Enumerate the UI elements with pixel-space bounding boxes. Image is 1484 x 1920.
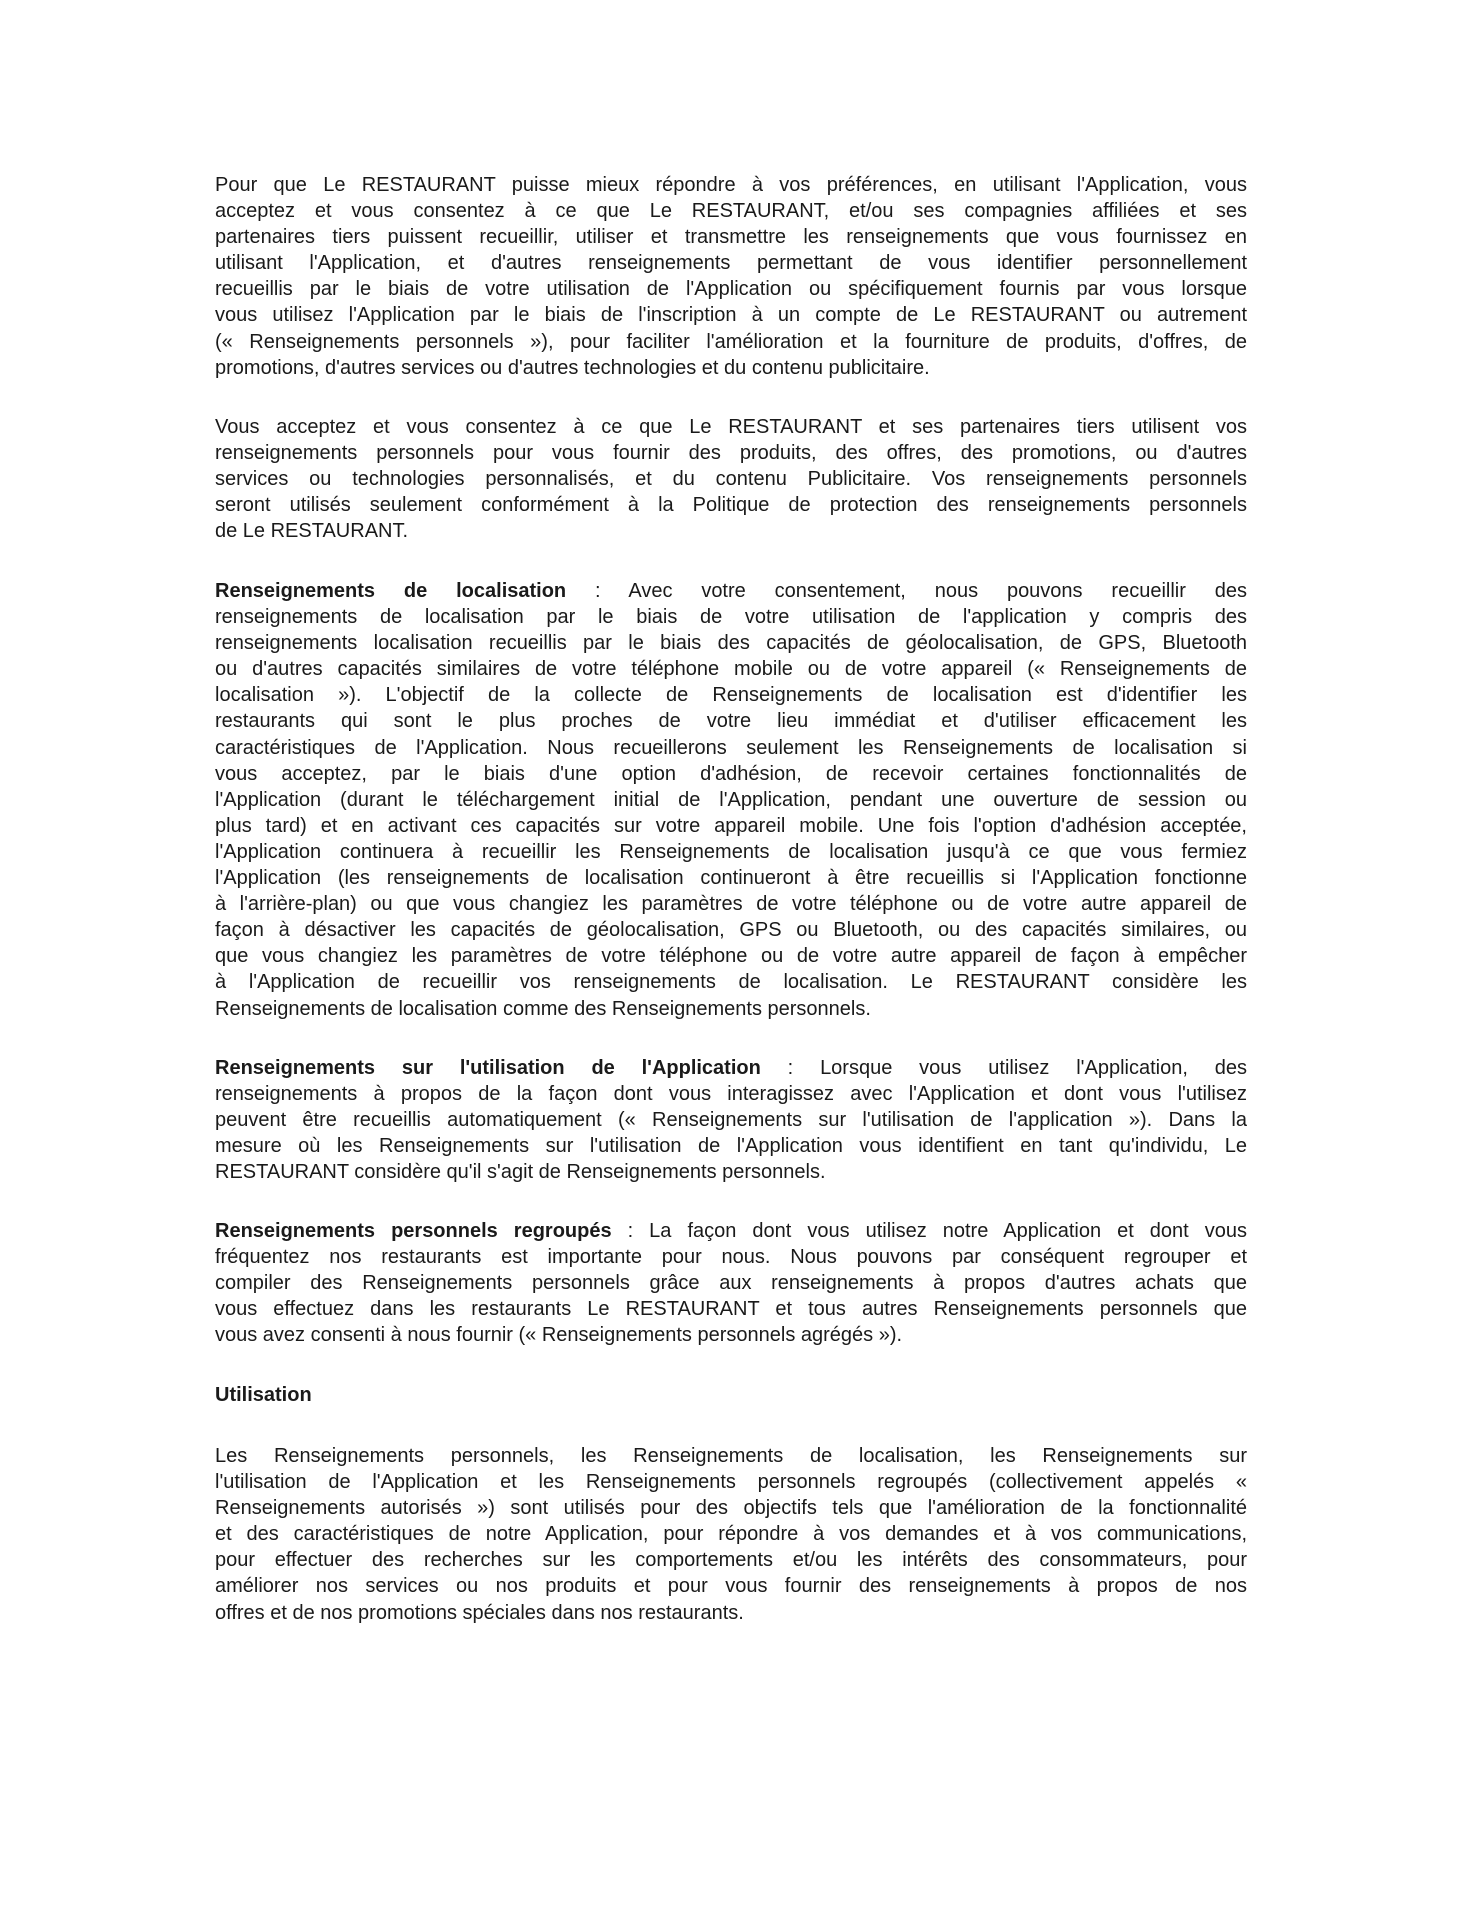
paragraph-lead-term: Renseignements personnels regroupés <box>215 1220 612 1242</box>
paragraph-utilisation <box>215 1443 1247 1626</box>
text-line: RESTAURANT considère qu'il s'agit de Renseignements personnels. <box>215 1161 826 1184</box>
paragraph-lead-term: Renseignements sur l'utilisation de l'Application <box>215 1057 761 1079</box>
text-line: recueillis par le biais de votre utilisation de l'Application ou spécifiquement fournis par vous lorsque <box>215 278 1247 301</box>
text-line: partenaires tiers puissent recueillir, utiliser et transmettre les renseignements que vous fournissez en <box>215 226 1247 249</box>
paragraph-first-line <box>215 1218 1247 1244</box>
text-line: de Le RESTAURANT. <box>215 520 409 543</box>
text-line: renseignements à propos de la façon dont vous interagissez avec l'Application et dont vous l'utilisez <box>215 1083 1247 1106</box>
text-line: Renseignements autorisés ») sont utilisés pour des objectifs tels que l'amélioration de la fonctionnalité <box>215 1497 1247 1520</box>
text-line: renseignements personnels pour vous fournir des produits, des offres, des promotions, ou d'autres <box>215 442 1247 465</box>
text-line: renseignements localisation recueillis par le biais des capacités de géolocalisation, de GPS, Bluetooth <box>215 632 1247 655</box>
paragraph-first-line <box>215 578 1247 604</box>
text-line: l'utilisation de l'Application et les Renseignements personnels regroupés (collectivement appelés « <box>215 1471 1247 1494</box>
text-line: promotions, d'autres services ou d'autres technologies et du contenu publicitaire. <box>215 356 930 379</box>
paragraph-app-usage-info <box>215 1055 1247 1185</box>
text-line: peuvent être recueillis automatiquement (« Renseignements sur l'utilisation de l'application »). Dans la <box>215 1109 1247 1132</box>
text-line: restaurants qui sont le plus proches de votre lieu immédiat et d'utiliser efficacement les <box>215 710 1247 733</box>
text-line: Renseignements de localisation comme des Renseignements personnels. <box>215 997 871 1020</box>
text-line: offres et de nos promotions spéciales dans nos restaurants. <box>215 1601 744 1624</box>
paragraph-personal-info-use <box>215 414 1247 544</box>
text-line: Les Renseignements personnels, les Renseignements de localisation, les Renseignements sur <box>215 1445 1247 1467</box>
text-line: l'Application (durant le téléchargement initial de l'Application, pendant une ouverture de session ou <box>215 788 1247 811</box>
text-line: l'Application (les renseignements de localisation continueront à être recueillis si l'Application fonctionne <box>215 867 1247 890</box>
paragraph-first-line-text: : Avec votre consentement, nous pouvons recueillir des <box>566 580 1247 602</box>
paragraph-first-line-text: : La façon dont vous utilisez notre Application et dont vous <box>611 1220 1247 1242</box>
text-line: Vous acceptez et vous consentez à ce que Le RESTAURANT et ses partenaires tiers utilisent vos <box>215 416 1247 438</box>
text-line: caractéristiques de l'Application. Nous recueillerons seulement les Renseignements de localisation si <box>215 736 1247 759</box>
text-line: compiler des Renseignements personnels grâce aux renseignements à propos d'autres achats que <box>215 1272 1247 1295</box>
text-line: acceptez et vous consentez à ce que Le RESTAURANT, et/ou ses compagnies affiliées et ses <box>215 200 1247 223</box>
text-line: vous avez consenti à nous fournir (« Renseignements personnels agrégés »). <box>215 1324 903 1347</box>
text-line: à l'Application de recueillir vos renseignements de localisation. Le RESTAURANT considère les <box>215 971 1247 994</box>
paragraph-location-info <box>215 578 1247 1022</box>
section-heading-utilisation: Utilisation <box>215 1384 312 1406</box>
text-line: que vous changiez les paramètres de votre téléphone ou de votre autre appareil de façon à empêcher <box>215 945 1247 968</box>
text-line: et des caractéristiques de notre Application, pour répondre à vos demandes et à vos communications, <box>215 1523 1247 1546</box>
text-line: vous acceptez, par le biais d'une option d'adhésion, de recevoir certaines fonctionnalités de <box>215 762 1247 785</box>
text-line: Pour que Le RESTAURANT puisse mieux répondre à vos préférences, en utilisant l'Application, vous <box>215 174 1247 196</box>
paragraph-consent <box>215 172 1247 381</box>
text-line: mesure où les Renseignements sur l'utilisation de l'Application vous identifient en tant qu'individu, Le <box>215 1135 1247 1158</box>
text-line: (« Renseignements personnels »), pour faciliter l'amélioration et la fourniture de produits, d'offres, de <box>215 330 1247 353</box>
text-line: ou d'autres capacités similaires de votre téléphone mobile ou de votre appareil (« Renseignements de <box>215 658 1247 681</box>
paragraph-first-line <box>215 1055 1247 1081</box>
text-line: vous utilisez l'Application par le biais de l'inscription à un compte de Le RESTAURANT ou autrement <box>215 304 1247 327</box>
paragraph-grouped-info <box>215 1218 1247 1348</box>
text-line: façon à désactiver les capacités de géolocalisation, GPS ou Bluetooth, ou des capacités similaires, ou <box>215 919 1247 942</box>
paragraph-lead-term: Renseignements de localisation <box>215 580 567 602</box>
text-line: services ou technologies personnalisés, et du contenu Publicitaire. Vos renseignements personnels <box>215 468 1247 491</box>
text-line: à l'arrière-plan) ou que vous changiez les paramètres de votre téléphone ou de votre autre appareil de <box>215 893 1247 916</box>
paragraph-first-line-text: : Lorsque vous utilisez l'Application, des <box>760 1057 1247 1079</box>
text-line: utilisant l'Application, et d'autres renseignements permettant de vous identifier personnellement <box>215 252 1247 275</box>
text-line: pour effectuer des recherches sur les comportements et/ou les intérêts des consommateurs, pour <box>215 1549 1247 1572</box>
text-line: localisation »). L'objectif de la collecte de Renseignements de localisation est d'identifier les <box>215 684 1247 707</box>
text-line: plus tard) et en activant ces capacités sur votre appareil mobile. Une fois l'option d'adhésion acceptée, <box>215 814 1247 837</box>
text-line: renseignements de localisation par le biais de votre utilisation de l'application y compris des <box>215 606 1247 629</box>
text-line: l'Application continuera à recueillir les Renseignements de localisation jusqu'à ce que vous fermiez <box>215 840 1247 863</box>
text-line: améliorer nos services ou nos produits et pour vous fournir des renseignements à propos de nos <box>215 1575 1247 1598</box>
text-line: fréquentez nos restaurants est importante pour nous. Nous pouvons par conséquent regrouper et <box>215 1246 1247 1269</box>
text-line: vous effectuez dans les restaurants Le RESTAURANT et tous autres Renseignements personnels que <box>215 1298 1247 1321</box>
text-line: seront utilisés seulement conformément à la Politique de protection des renseignements personnels <box>215 494 1247 517</box>
